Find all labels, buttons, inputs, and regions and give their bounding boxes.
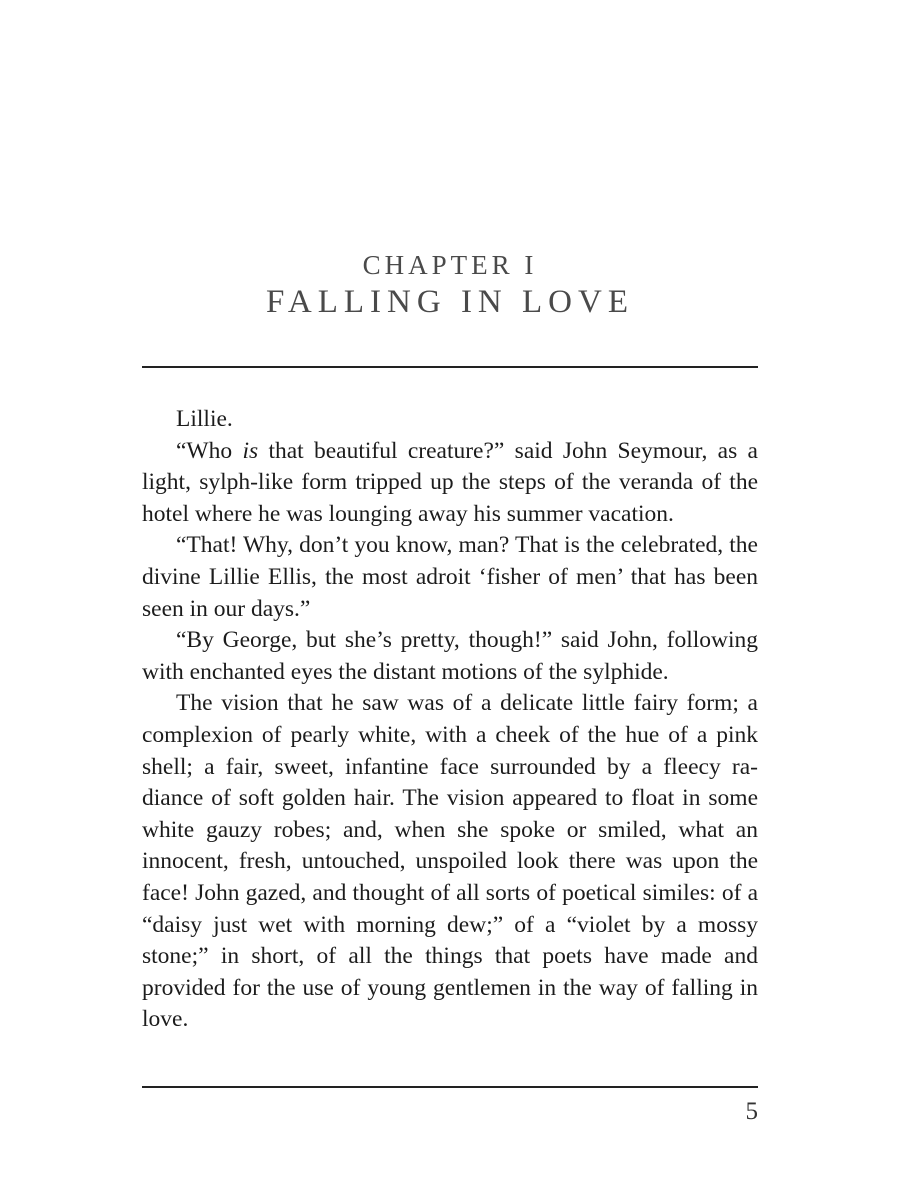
paragraph: “By George, but she’s pretty, though!” said John, following with enchanted eyes the distant motions of the sylphide. [142,627,758,685]
paragraph: “That! Why, don’t you know, man? That is the celebrated, the divine Lillie Ellis, the most adroit ‘fisher of men’ that has been seen in our days.” [142,532,758,622]
page-number: 5 [745,1098,758,1125]
paragraph: The vision that he saw was of a delicate little fairy form; a complexion of pearly white, with a cheek of the hue of a pink shell; a fair, sweet, infantine face surrounded by a fleecy radiance of soft golden hair. The vision appeared to float in some white gauzy robes; and, when she spoke or smiled, what an innocent, fresh, untouched, unspoiled look there was upon the face! John gazed, and thought of all sorts of poetical similes: of a “daisy just wet with morning dew;” of a “violet by a mossy stone;” in short, of all the things that poets have made and provided for the use of young gentlemen in the way of falling in love. [142,690,758,1033]
chapter-number: CHAPTER I [362,250,538,280]
chapter-body [142,404,758,1036]
paragraph-text: that beautiful creature?” said John Seymour, as a light, sylph-like form tripped up the steps of the veranda of the hotel where he was lounging away his summer vacation. [142,437,758,527]
paragraph: Lillie. [176,406,233,432]
chapter-title: FALLING IN LOVE [265,284,634,320]
emphasis-text: is [242,437,259,464]
bottom-rule [142,1086,758,1088]
top-rule [142,366,758,368]
paragraph-text: “Who [176,437,243,464]
paragraph [142,436,758,531]
